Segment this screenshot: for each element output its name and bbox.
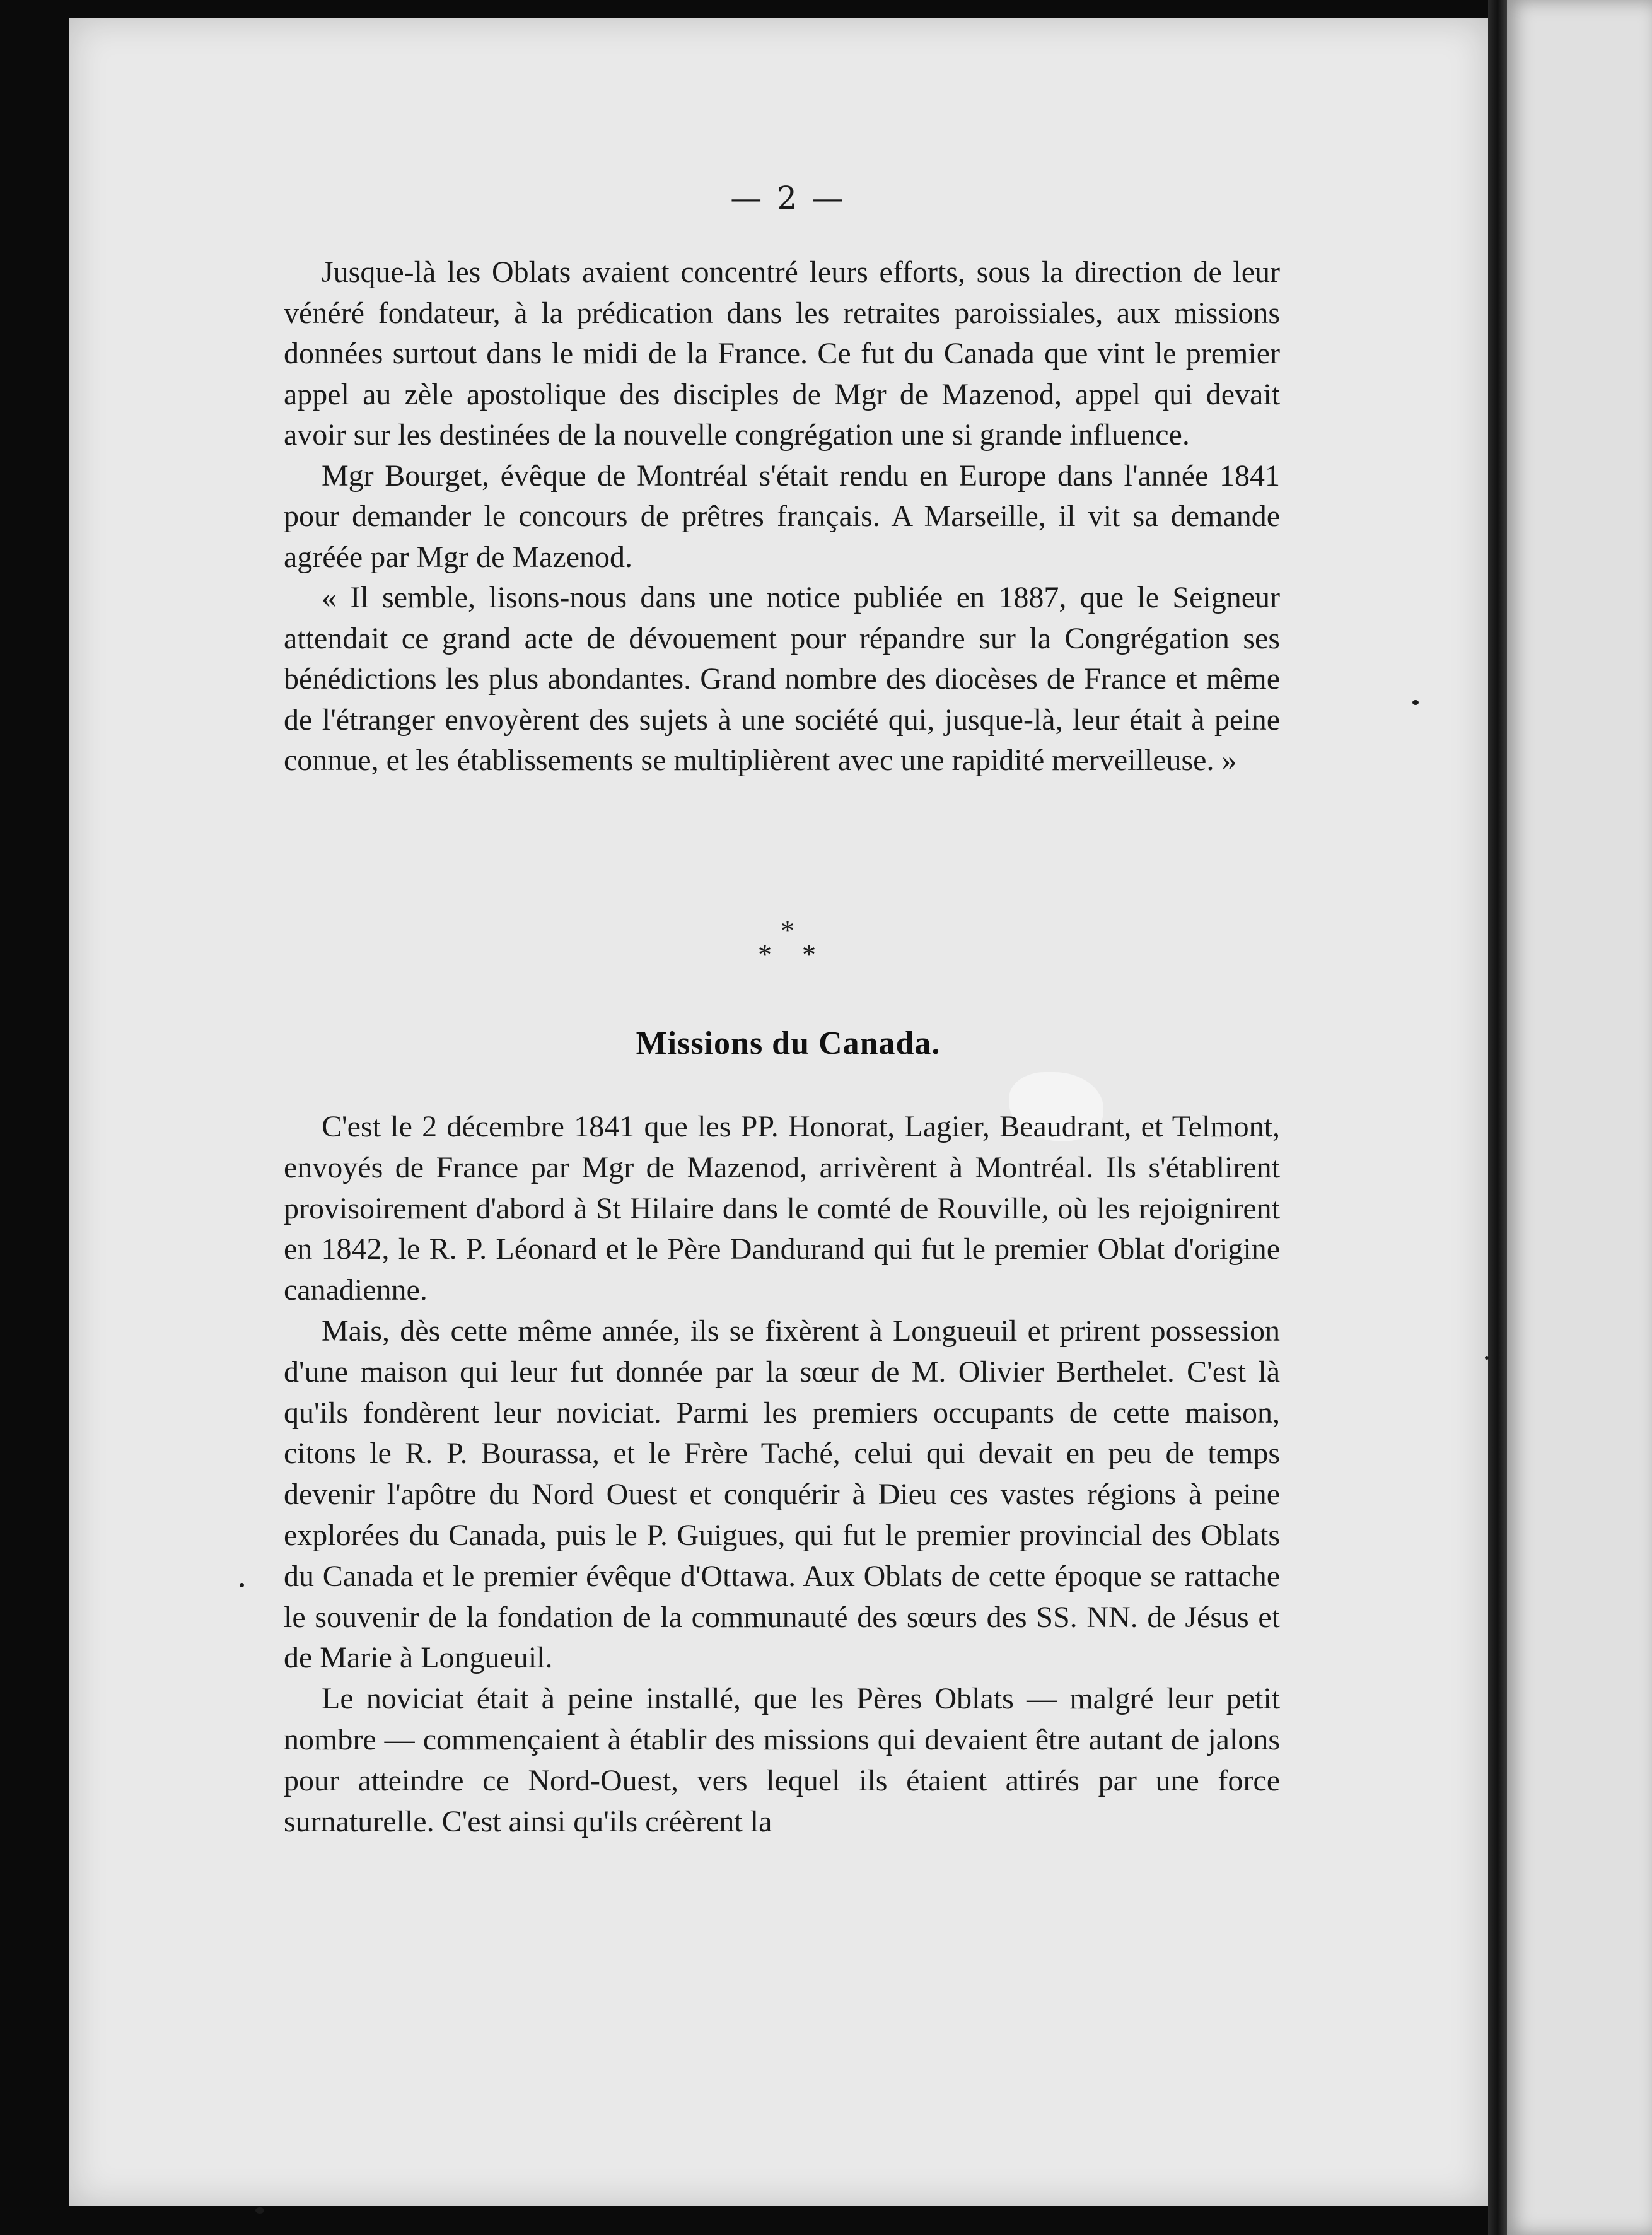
text-block-missions (284, 1107, 1280, 1842)
paragraph: Mais, dès cette même année, ils se fixèrent à Longueuil et prirent possession d'une maison qui leur fut donnée par la sœur de M. Olivier Berthelet. C'est là qu'ils fondèrent leur noviciat. Parmi les premiers occupants de cette maison, citons le R. P. Bourassa, et le Frère Taché, celui qui devait en peu de temps devenir l'apôtre du Nord Ouest et conquérir à Dieu ces vastes régions à peine explorées du Canada, puis le P. Guigues, qui fut le premier provincial des Oblats du Canada et le premier évêque d'Ottawa. Aux Oblats de cette époque se rattache le souvenir de la fondation de la communauté des sœurs des SS. NN. de Jésus et de Marie à Longueuil. (284, 1314, 1280, 1675)
text-block-intro (284, 252, 1280, 781)
scan-speck (1412, 700, 1419, 705)
scan-speck (255, 2207, 264, 2214)
adjacent-page-edge (1507, 0, 1652, 2235)
paragraph: Jusque-là les Oblats avaient concentré leurs efforts, sous la direction de leur vénéré fondateur, à la prédication dans les retraites paroissiales, aux missions données surtout dans le midi de la France. Ce fut du Canada que vint le premier appel au zèle apostolique des disciples de Mgr de Mazenod, appel qui devait avoir sur les destinées de la nouvelle congrégation une si grande influence. (284, 255, 1280, 452)
page-number: — 2 — (730, 180, 846, 216)
paragraph: Mgr Bourget, évêque de Montréal s'était rendu en Europe dans l'année 1841 pour demander le concours de prêtres français. A Marseille, il vit sa demande agréée par Mgr de Mazenod. (284, 458, 1280, 574)
asterisk: * (802, 939, 816, 970)
page-fold (1488, 0, 1507, 2235)
asterisk: * (758, 939, 772, 970)
asterism-separator (725, 914, 851, 990)
paragraph: « Il semble, lisons-nous dans une notice publiée en 1887, que le Seigneur attendait ce grand acte de dévouement pour répandre sur la Congrégation ses bénédictions les plus abondantes. Grand nombre des diocèses de France et même de l'étranger envoyèrent des sujets à une société qui, jusque-là, leur était à peine connue, et les établissements se multiplièrent avec une rapidité merveilleuse. » (284, 581, 1280, 777)
paragraph: C'est le 2 décembre 1841 que les PP. Honorat, Lagier, Beaudrant, et Telmont, envoyés de France par Mgr de Mazenod, arrivèrent à Montréal. Ils s'établirent provisoirement d'abord à St Hilaire dans le comté de Rouville, où les rejoignirent en 1842, le R. P. Léonard et le Père Dandurand qui fut le premier Oblat d'origine canadienne. (284, 1110, 1280, 1307)
asterisk: * (781, 915, 794, 946)
section-heading: Missions du Canada. (636, 1025, 941, 1061)
paragraph: Le noviciat était à peine installé, que les Pères Oblats — malgré leur petit nombre — commençaient à établir des missions qui devaient être autant de jalons pour atteindre ce Nord-Ouest, vers lequel ils étaient attirés par une force surnaturelle. C'est ainsi qu'ils créèrent la (284, 1682, 1280, 1838)
scan-speck (240, 1583, 244, 1587)
scan-speck (1485, 1356, 1489, 1360)
